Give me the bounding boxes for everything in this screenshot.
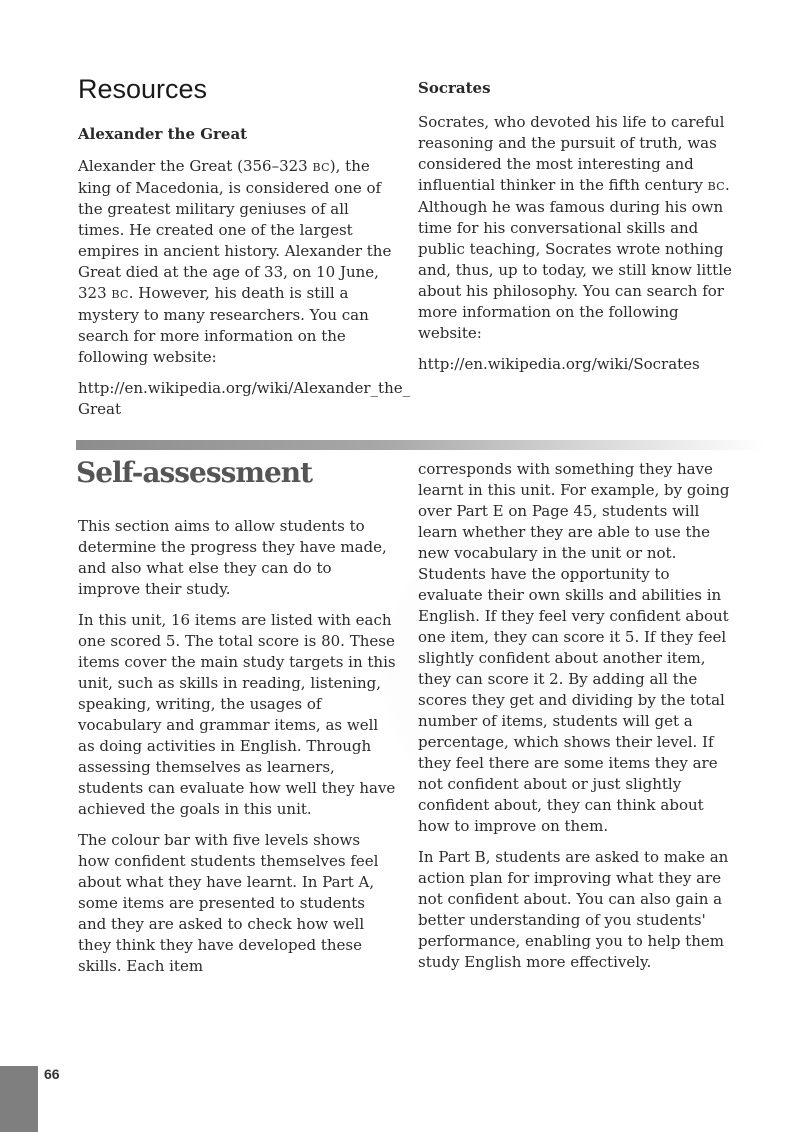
alexander-text-a: Alexander the Great (356–323 (78, 157, 313, 175)
self-assessment-left-column (78, 516, 396, 977)
alexander-link[interactable]: http://en.wikipedia.org/wiki/Alexander_the_ Great (78, 379, 411, 418)
alexander-section (78, 124, 411, 420)
self-assessment-paragraph-5: In Part B, students are asked to make an action plan for improving what they are not confident about. You can also gain a better understanding of you students' performance, enabling you to help them study English more effectively. (418, 848, 729, 971)
alexander-text (78, 156, 396, 368)
page-tab (0, 1066, 38, 1132)
self-assessment-paragraph-4: corresponds with something they have learnt in this unit. For example, by going over Part E on Page 45, students will learn whether they are able to use the new vocabulary in the unit or not. Students have the opportunity to evaluate their own skills and abilities in English. If they feel very confident about one item, they can score it 5. If they feel slightly confident about another item, they can score it 2. By adding all the scores they get and dividing by the total number of items, students will get a percentage, which shows their level. If they feel there are some items they are not confident about or just slightly confident about, they can think about how to improve on them. (418, 460, 730, 835)
self-assessment-paragraph-3: The colour bar with five levels shows how confident students themselves feel about what they have learnt. In Part A, some items are presented to students and they are asked to check how well they think they have developed these skills. Each item (78, 831, 379, 975)
socrates-section (418, 78, 736, 375)
alexander-text-b: ), the king of Macedonia, is considered one of the greatest military geniuses of all times. He created one of the largest empires in ancient history. Alexander the Great died at the age of 33, on 10 June, 323 (78, 157, 392, 302)
resources-heading: Resources (78, 74, 208, 104)
self-assessment-paragraph-2: In this unit, 16 items are listed with each one scored 5. The total score is 80. These items cover the main study targets in this unit, such as skills in reading, listening, speaking, writing, the usages of vocabulary and grammar items, as well as doing activities in English. Through assessing themselves as learners, students can evaluate how well they have achieved the goals in this unit. (78, 611, 396, 818)
self-assessment-heading: Self-assessment (76, 456, 313, 489)
socrates-title: Socrates (418, 79, 491, 97)
socrates-text (418, 112, 736, 344)
self-assessment-paragraph-1: This section aims to allow students to determine the progress they have made, and also what else they can do to improve their study. (78, 517, 387, 598)
self-assessment-right-column (418, 459, 736, 973)
socrates-text-b: . Although he was famous during his own time for his conversational skills and public teaching, Socrates wrote nothing and, thus, up to today, we still know little about his philosophy. You can search for more information on the following website: (418, 176, 732, 342)
section-divider-bar (76, 440, 766, 450)
page-number: 66 (44, 1066, 60, 1082)
socrates-text-a: Socrates, who devoted his life to careful reasoning and the pursuit of truth, was considered the most interesting and influential thinker in the fifth century (418, 113, 725, 194)
alexander-title: Alexander the Great (78, 125, 248, 143)
bc-abbrev: BC (312, 161, 330, 174)
socrates-link[interactable]: http://en.wikipedia.org/wiki/Socrates (418, 355, 700, 373)
bc-abbrev: BC (707, 180, 725, 193)
bc-abbrev: BC (111, 288, 129, 301)
alexander-text-c: . However, his death is still a mystery to many researchers. You can search for more information on the following website: (78, 284, 369, 366)
